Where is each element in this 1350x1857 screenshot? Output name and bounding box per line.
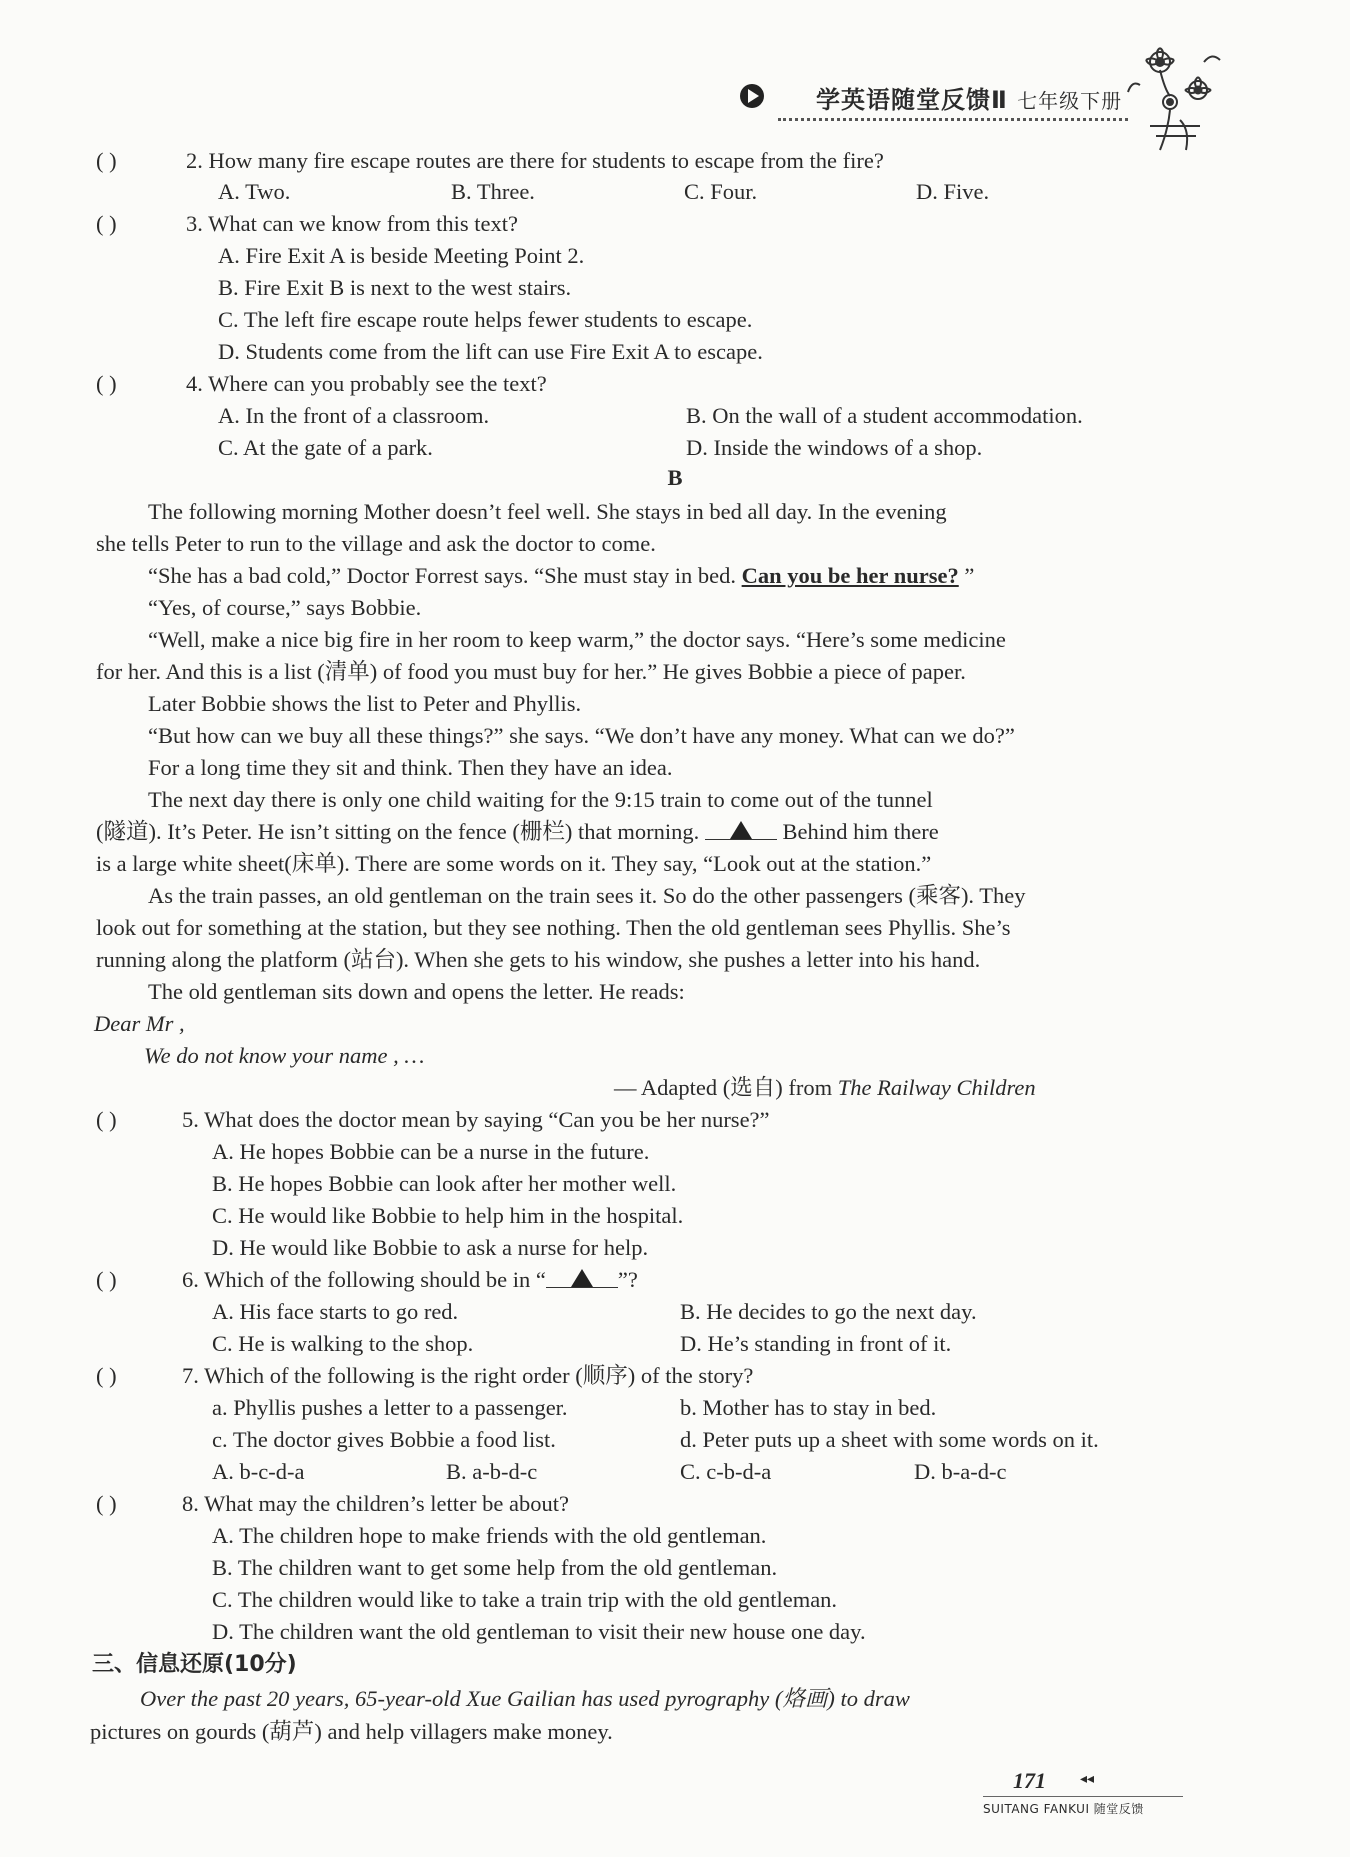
q3-answer-paren[interactable]: ( ) [96,211,117,236]
q2-option-a: A. Two. [218,179,291,204]
q2-answer-paren[interactable]: ( ) [96,148,117,173]
source-title: The Railway Children [837,1075,1036,1100]
play-circle-icon [740,84,764,108]
letter-salutation: Dear Mr , [94,1011,185,1036]
page-header [740,78,1180,120]
passage-b-p3: “Yes, of course,” says Bobbie. [148,595,422,620]
footer-rule [983,1796,1183,1797]
q6-answer-paren[interactable]: ( ) [96,1267,117,1292]
header-dotted-rule [778,118,1128,121]
q5-option-a: A. He hopes Bobbie can be a nurse in the future. [212,1139,650,1164]
q7-event-b: b. Mother has to stay in bed. [680,1395,937,1420]
passage-b-p9-line1: As the train passes, an old gentleman on the train sees it. So do the other passengers (乘客). They [148,883,1026,908]
q3-option-b: B. Fire Exit B is next to the west stairs. [218,275,572,300]
section3-paragraph-line2: pictures on gourds (葫芦) and help villagers make money. [90,1719,613,1744]
q8-option-b: B. The children want to get some help from the old gentleman. [212,1555,778,1580]
triangle-marker-icon [571,1269,593,1287]
passage-b-p6: “But how can we buy all these things?” she says. “We don’t have any money. What can we do?” [148,723,1015,748]
q2-stem: 2. How many fire escape routes are there for students to escape from the fire? [186,148,884,173]
passage-b-p7: For a long time they sit and think. Then they have an idea. [148,755,673,780]
q5-stem: 5. What does the doctor mean by saying “Can you be her nurse?” [182,1107,770,1132]
passage-b-p4-line2: for her. And this is a list (清单) of food you must buy for her.” He gives Bobbie a piece of paper. [96,659,966,684]
passage-b-p8-line3: is a large white sheet(床单). There are some words on it. They say, “Look out at the station.” [96,851,932,876]
passage-b-p8-line1: The next day there is only one child waiting for the 9:15 train to come out of the tunnel [148,787,933,812]
q7-event-c: c. The doctor gives Bobbie a food list. [212,1427,556,1452]
q4-option-b: B. On the wall of a student accommodation. [686,403,1083,428]
q4-option-c: C. At the gate of a park. [218,435,433,460]
passage-b-p10: The old gentleman sits down and opens the letter. He reads: [148,979,685,1004]
q6-option-b: B. He decides to go the next day. [680,1299,977,1324]
letter-body: We do not know your name , … [144,1043,425,1068]
q7-option-a: A. b-c-d-a [212,1459,305,1484]
p8-text-after-blank: Behind him there [776,819,939,844]
q8-option-c: C. The children would like to take a train trip with the old gentleman. [212,1587,838,1612]
q7-event-a: a. Phyllis pushes a letter to a passenger. [212,1395,568,1420]
q8-answer-paren[interactable]: ( ) [96,1491,117,1516]
source-prefix: — Adapted (选自) from [614,1075,838,1100]
passage-b-p9-line2: look out for something at the station, but they see nothing. Then the old gentleman sees Phyllis. She’s [96,915,1011,940]
q5-option-c: C. He would like Bobbie to help him in the hospital. [212,1203,684,1228]
q3-option-d: D. Students come from the lift can use Fire Exit A to escape. [218,339,763,364]
q7-stem: 7. Which of the following is the right order (顺序) of the story? [182,1363,754,1388]
q7-option-c: C. c-b-d-a [680,1459,772,1484]
passage-source [614,1073,1036,1103]
passage-b-p1-line1: The following morning Mother doesn’t feel well. She stays in bed all day. In the evening [148,499,947,524]
q3-stem: 3. What can we know from this text? [186,211,518,236]
q6-blank [546,1265,618,1288]
q3-option-c: C. The left fire escape route helps fewer students to escape. [218,307,753,332]
q4-option-a: A. In the front of a classroom. [218,403,490,428]
q7-option-d: D. b-a-d-c [914,1459,1007,1484]
footer-brand: SUITANG FANKUI 随堂反馈 [983,1802,1144,1816]
q7-option-b: B. a-b-d-c [446,1459,538,1484]
q6-option-c: C. He is walking to the shop. [212,1331,474,1356]
book-title-text: 学英语随堂反馈Ⅱ [816,86,1008,114]
q4-option-d: D. Inside the windows of a shop. [686,435,983,460]
q2-option-b: B. Three. [451,179,535,204]
q2-option-c: C. Four. [684,179,758,204]
q4-answer-paren[interactable]: ( ) [96,371,117,396]
q2-option-d: D. Five. [916,179,990,204]
q5-answer-paren[interactable]: ( ) [96,1107,117,1132]
p2-text: “She has a bad cold,” Doctor Forrest says. “She must stay in bed. [148,563,742,588]
flower-decoration-icon [1120,40,1238,165]
passage-b-heading: B [667,465,683,490]
passage-b-p2 [148,561,974,591]
q3-option-a: A. Fire Exit A is beside Meeting Point 2. [218,243,585,268]
passage-b-p1-line2: she tells Peter to run to the village and ask the doctor to come. [96,531,656,556]
q4-stem: 4. Where can you probably see the text? [186,371,547,396]
section3-paragraph-line1: Over the past 20 years, 65-year-old Xue Gailian has used pyrography (烙画) to draw [140,1686,910,1711]
q5-option-d: D. He would like Bobbie to ask a nurse for help. [212,1235,649,1260]
passage-b-p4-line1: “Well, make a nice big fire in her room to keep warm,” the doctor says. “Here’s some medicine [148,627,1006,652]
q7-event-d: d. Peter puts up a sheet with some words on it. [680,1427,1099,1452]
q8-stem: 8. What may the children’s letter be about? [182,1491,569,1516]
q6-stem-text: 6. Which of the following should be in “ [182,1267,546,1292]
triangle-marker-icon [730,821,752,839]
passage-b-p5: Later Bobbie shows the list to Peter and Phyllis. [148,691,582,716]
passage-blank[interactable] [705,817,777,840]
book-subtitle: 七年级下册 [1017,89,1123,113]
q6-option-a: A. His face starts to go red. [212,1299,459,1324]
p2-quote-close: ” [958,563,975,588]
page-number: 171 [1013,1768,1046,1793]
q6-stem-end: ”? [617,1267,638,1292]
q6-option-d: D. He’s standing in front of it. [680,1331,952,1356]
q7-answer-paren[interactable]: ( ) [96,1363,117,1388]
underlined-question: Can you be her nurse? [741,563,959,588]
passage-b-p8-line2 [96,817,939,847]
p8-text-before-blank: (隧道). It’s Peter. He isn’t sitting on the fence (栅栏) that morning. [96,819,705,844]
q6-stem [182,1265,638,1295]
passage-b-p9-line3: running along the platform (站台). When she gets to his window, she pushes a letter into his hand. [96,947,981,972]
q8-option-d: D. The children want the old gentleman to visit their new house one day. [212,1619,866,1644]
double-arrow-icon: ◂◂ [1080,1772,1095,1787]
section3-heading: 三、信息还原(10分) [92,1652,297,1677]
q8-option-a: A. The children hope to make friends with the old gentleman. [212,1523,767,1548]
book-title [816,80,1122,115]
q5-option-b: B. He hopes Bobbie can look after her mother well. [212,1171,677,1196]
